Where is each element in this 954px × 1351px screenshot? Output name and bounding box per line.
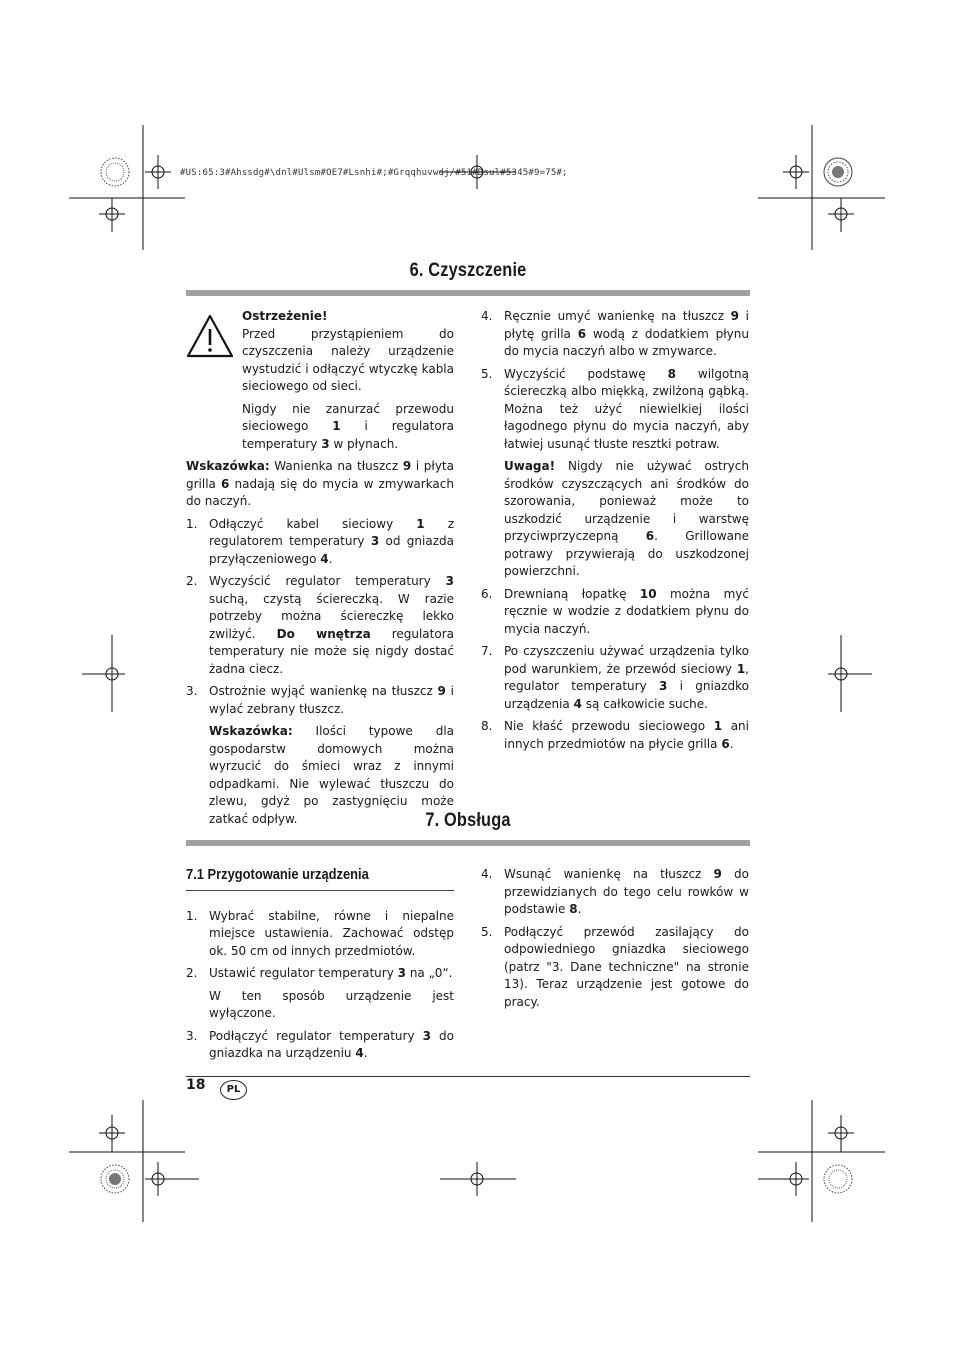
list-item: 4. Ręcznie umyć wanienkę na tłuszcz 9 i płytę grilla 6 wodą z dodatkiem płynu do mycia naczyń albo w zmywarce.: [481, 309, 749, 358]
caution-note: Uwaga! Nigdy nie używać ostrych środków czyszczących ani środków do szorowania, ponieważ może to uszkodzić urządzenie i warstwę przyciwprzyczepną 6. Grillowane potrawy przywierają do uszkodzonej powierzchni.: [504, 459, 749, 578]
off-state-note: W ten sposób urządzenie jest wyłączone.: [209, 988, 454, 1020]
language-badge: PL: [220, 1080, 247, 1100]
list-item: 1. Wybrać stabilne, równe i niepalne miejsce ustawienia. Zachować odstęp ok. 50 cm od innych przedmiotów.: [186, 908, 454, 958]
list-item: 2. Ustawić regulator temperatury 3 na „0“. W ten sposób urządzenie jest wyłączone.: [186, 965, 454, 1023]
section6-right-column: [481, 308, 749, 758]
warning-block: [186, 308, 454, 453]
section-title-operation: 7. Obsługa: [425, 810, 511, 831]
section6-left-column: [186, 308, 454, 833]
section-rule: [186, 840, 750, 846]
section-title-cleaning: 6. Czyszczenie: [409, 260, 527, 281]
list-item: 3. Podłączyć regulator temperatury 3 do gniazdka na urządzeniu 4.: [186, 1028, 454, 1060]
list-item: 8. Nie kłaść przewodu sieciowego 1 ani innych przedmiotów na płycie grilla 6.: [481, 719, 750, 751]
list-item: 1. Odłączyć kabel sieciowy 1 z regulatorem temperatury 3 od gniazda przyłączeniowego 4.: [186, 516, 454, 566]
page-number: 18: [186, 1077, 206, 1093]
section7-left-column: [186, 866, 454, 1068]
warning-text-1: Przed przystąpieniem do czyszczenia należy urządzenie wystudzić i odłączyć wtyczkę kabla sieciowego od sieci.: [242, 326, 454, 393]
list-item: 7. Po czyszczeniu używać urządzenia tylko pod warunkiem, że przewód sieciowy 1, regulator temperatury 3 i gniazdko urządzenia 4 są całkowicie suche.: [481, 644, 749, 711]
list-item: 6. Drewnianą łopatkę 10 można myć ręcznie w wodzie z dodatkiem płynu do mycia naczyń.: [481, 586, 750, 636]
warning-text-2: Nigdy nie zanurzać przewodu sieciowego 1 i regulatora temperatury 3 w płynach.: [242, 401, 454, 451]
subsection-title: 7.1 Przygotowanie urządzenia: [186, 866, 369, 883]
hint-paragraph: Wskazówka: Wanienka na tłuszcz 9 i płyta grilla 6 nadają się do mycia w zmywarkach do naczyń.: [186, 459, 454, 508]
print-slug-line: #US:65:3#Ahssdg#\dnl#Ulsm#OE7#Lsnhi#;#Grqqhuvwdj/#51#Dsul#5345#9=75#;: [180, 168, 568, 178]
list-item: 2. Wyczyścić regulator temperatury 3 suchą, czystą ściereczką. W razie potrzeby można ściereczkę lekko zwilżyć. Do wnętrza regulatora temperatury nie może się nigdy dostać żadna ciecz.: [186, 574, 454, 676]
footer-rule: [186, 1076, 750, 1077]
subsection-rule: [186, 890, 454, 891]
list-item: 5. Wyczyścić podstawę 8 wilgotną ściereczką albo miękką, zwilżoną gąbką. Można też użyć niewielkiej ilości łagodnego płynu do mycia naczyń, aby łatwiej usunąć tłuste resztki potraw. Uwaga! Nigdy nie używać ostrych środków czyszczących ani środków do szorowania, ponieważ może to uszkodzić urządzenie i warstwę przyciwprzyczepną 6. Grillowane potrawy przywierają do uszkodzonej powierzchni.: [481, 366, 749, 581]
list-item: 5. Podłączyć przewód zasilający do odpowiedniego gniazdka sieciowego (patrz "3. Dane techniczne" na stronie 13). Teraz urządzenie jest gotowe do pracy.: [481, 924, 749, 1009]
warning-heading: Ostrzeżenie!: [242, 309, 328, 323]
list-item: 3. Ostrożnie wyjąć wanienkę na tłuszcz 9 i wylać zebrany tłuszcz. Wskazówka: Ilości typowe dla gospodarstw domowych można wyrzucić do śmieci wraz z innymi odpadkami. Nie wylewać tłuszczu do zlewu, gdyż po zastygnięciu może zatkać odpływ.: [186, 683, 454, 828]
section-rule: [186, 290, 750, 296]
section7-right-column: [481, 866, 749, 1016]
warning-triangle-icon: [186, 314, 234, 358]
disposal-hint: Wskazówka: Ilości typowe dla gospodarstw domowych można wyrzucić do śmieci wraz z innymi odpadkami. Nie wylewać tłuszczu do zlewu, gdyż po zastygnięciu może zatkać odpływ.: [209, 724, 454, 826]
list-item: 4. Wsunąć wanienkę na tłuszcz 9 do przewidzianych do tego celu rowków w podstawie 8.: [481, 867, 750, 916]
